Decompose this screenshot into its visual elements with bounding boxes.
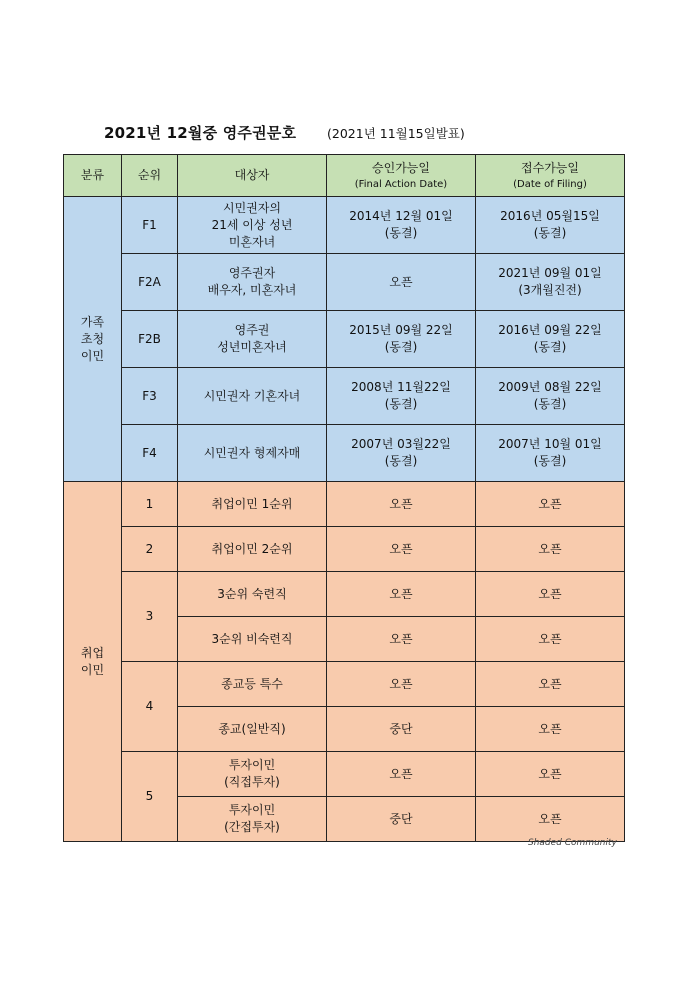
target-cell: 시민권자 기혼자녀 <box>178 368 327 425</box>
rank-cell: F4 <box>122 425 178 482</box>
final-action-cell: 2007년 03월22일 (동결) <box>327 425 476 482</box>
header-filing-ko: 접수가능일 <box>521 160 579 175</box>
filing-cell: 오픈 <box>476 707 625 752</box>
final-action-cell: 2015년 09월 22일 (동결) <box>327 311 476 368</box>
header-final-action-ko: 승인가능일 <box>372 160 430 175</box>
filing-cell: 오픈 <box>476 797 625 842</box>
rank-cell: 5 <box>122 752 178 842</box>
rank-cell: 4 <box>122 662 178 752</box>
header-rank: 순위 <box>122 155 178 197</box>
target-cell: 종교(일반직) <box>178 707 327 752</box>
target-cell: 시민권자의 21세 이상 성년 미혼자녀 <box>178 197 327 254</box>
final-action-cell: 오픈 <box>327 482 476 527</box>
table-row <box>64 752 625 797</box>
category-employment: 취업 이민 <box>64 482 122 842</box>
table-row <box>64 662 625 707</box>
final-action-cell: 오픈 <box>327 752 476 797</box>
final-action-cell: 오픈 <box>327 527 476 572</box>
table-row <box>64 572 625 617</box>
table-row <box>64 197 625 254</box>
title-row <box>0 122 700 144</box>
rank-cell: F3 <box>122 368 178 425</box>
target-cell: 시민권자 형제자매 <box>178 425 327 482</box>
filing-cell: 오픈 <box>476 662 625 707</box>
target-cell: 투자이민 (직접투자) <box>178 752 327 797</box>
filing-cell: 오픈 <box>476 482 625 527</box>
visa-bulletin-table <box>63 154 625 842</box>
header-row <box>64 155 625 197</box>
target-cell: 투자이민 (간접투자) <box>178 797 327 842</box>
rank-cell: F2B <box>122 311 178 368</box>
filing-cell: 오픈 <box>476 572 625 617</box>
header-category: 분류 <box>64 155 122 197</box>
target-cell: 종교등 특수 <box>178 662 327 707</box>
target-cell: 취업이민 2순위 <box>178 527 327 572</box>
final-action-cell: 오픈 <box>327 617 476 662</box>
table-row <box>64 254 625 311</box>
table-row <box>64 311 625 368</box>
filing-cell: 오픈 <box>476 752 625 797</box>
target-cell: 영주권 성년미혼자녀 <box>178 311 327 368</box>
target-cell: 3순위 숙련직 <box>178 572 327 617</box>
table-row <box>64 368 625 425</box>
target-cell: 영주권자 배우자, 미혼자녀 <box>178 254 327 311</box>
page-title: 2021년 12월중 영주권문호 <box>104 124 297 142</box>
filing-cell: 2021년 09월 01일 (3개월진전) <box>476 254 625 311</box>
rank-cell: 3 <box>122 572 178 662</box>
header-final-action-en: (Final Action Date) <box>354 178 448 190</box>
final-action-cell: 2008년 11월22일 (동결) <box>327 368 476 425</box>
rank-cell: 2 <box>122 527 178 572</box>
announcement-date: (2021년 11월15일발표) <box>327 126 465 141</box>
filing-cell: 오픈 <box>476 617 625 662</box>
final-action-cell: 오픈 <box>327 572 476 617</box>
footer-credit: Shaded Community <box>528 838 617 848</box>
header-filing-en: (Date of Filing) <box>513 178 587 190</box>
header-final-action <box>327 155 476 197</box>
final-action-cell: 오픈 <box>327 254 476 311</box>
final-action-cell: 2014년 12월 01일 (동결) <box>327 197 476 254</box>
rank-cell: F2A <box>122 254 178 311</box>
target-cell: 취업이민 1순위 <box>178 482 327 527</box>
filing-cell: 2009년 08월 22일 (동결) <box>476 368 625 425</box>
table-row <box>64 425 625 482</box>
filing-cell: 2016년 09월 22일 (동결) <box>476 311 625 368</box>
rank-cell: F1 <box>122 197 178 254</box>
final-action-cell: 중단 <box>327 797 476 842</box>
filing-cell: 2007년 10월 01일 (동결) <box>476 425 625 482</box>
table-row <box>64 527 625 572</box>
final-action-cell: 오픈 <box>327 662 476 707</box>
table-row <box>64 482 625 527</box>
header-filing <box>476 155 625 197</box>
rank-cell: 1 <box>122 482 178 527</box>
header-target: 대상자 <box>178 155 327 197</box>
final-action-cell: 중단 <box>327 707 476 752</box>
filing-cell: 2016년 05월15일 (동결) <box>476 197 625 254</box>
target-cell: 3순위 비숙련직 <box>178 617 327 662</box>
category-family: 가족 초청 이민 <box>64 197 122 482</box>
filing-cell: 오픈 <box>476 527 625 572</box>
